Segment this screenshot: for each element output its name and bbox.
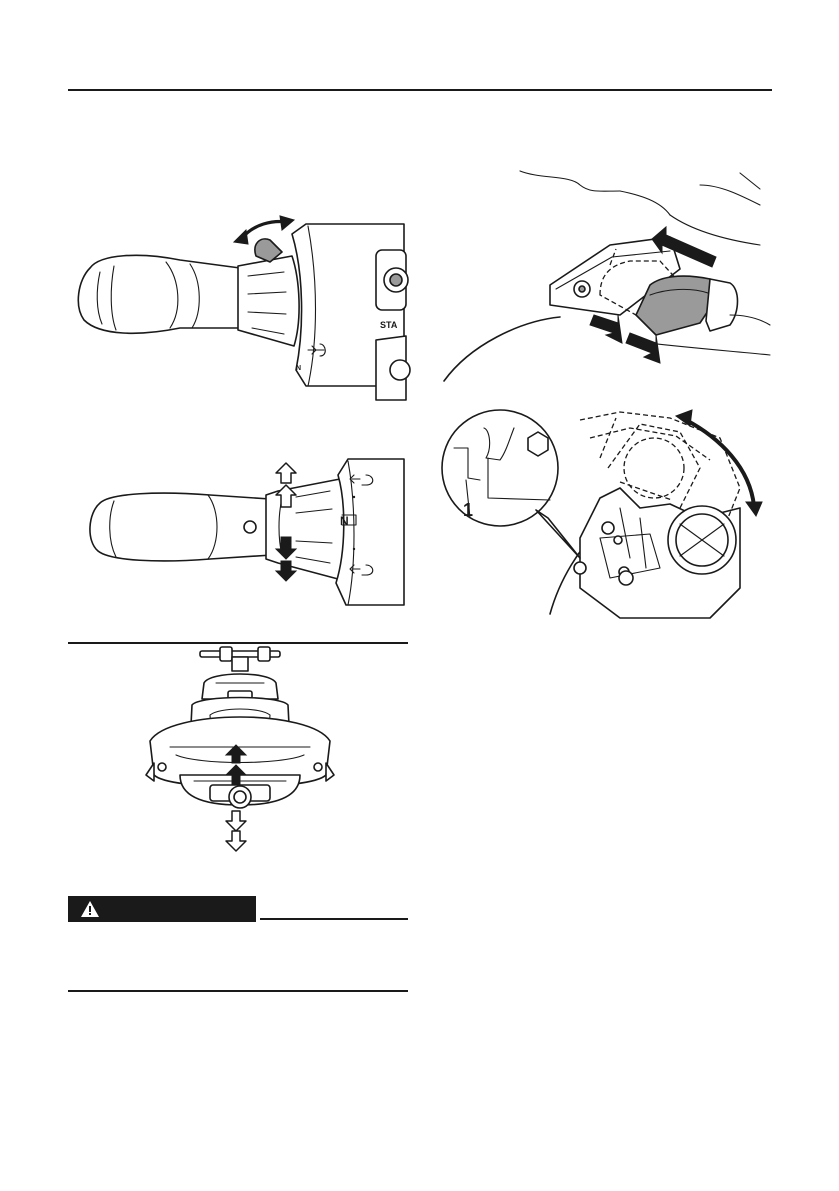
section-divider-top bbox=[68, 642, 408, 644]
watercraft-rear-figure bbox=[140, 645, 340, 855]
warning-banner bbox=[68, 896, 256, 922]
header-rule bbox=[68, 89, 772, 91]
throttle-start-label: STA bbox=[380, 320, 398, 330]
reverse-gate-figure bbox=[440, 408, 770, 618]
throttle-grip-figure bbox=[70, 210, 410, 410]
shift-grip-figure bbox=[80, 455, 410, 615]
warning-rule bbox=[260, 918, 408, 920]
svg-text:N: N bbox=[296, 365, 302, 372]
shift-neutral-label: N bbox=[340, 514, 349, 528]
seat-latch-figure bbox=[440, 165, 770, 385]
warning-triangle-icon bbox=[80, 900, 100, 918]
part-callout-1: 1 bbox=[463, 500, 474, 520]
section-divider-bottom bbox=[68, 990, 408, 992]
